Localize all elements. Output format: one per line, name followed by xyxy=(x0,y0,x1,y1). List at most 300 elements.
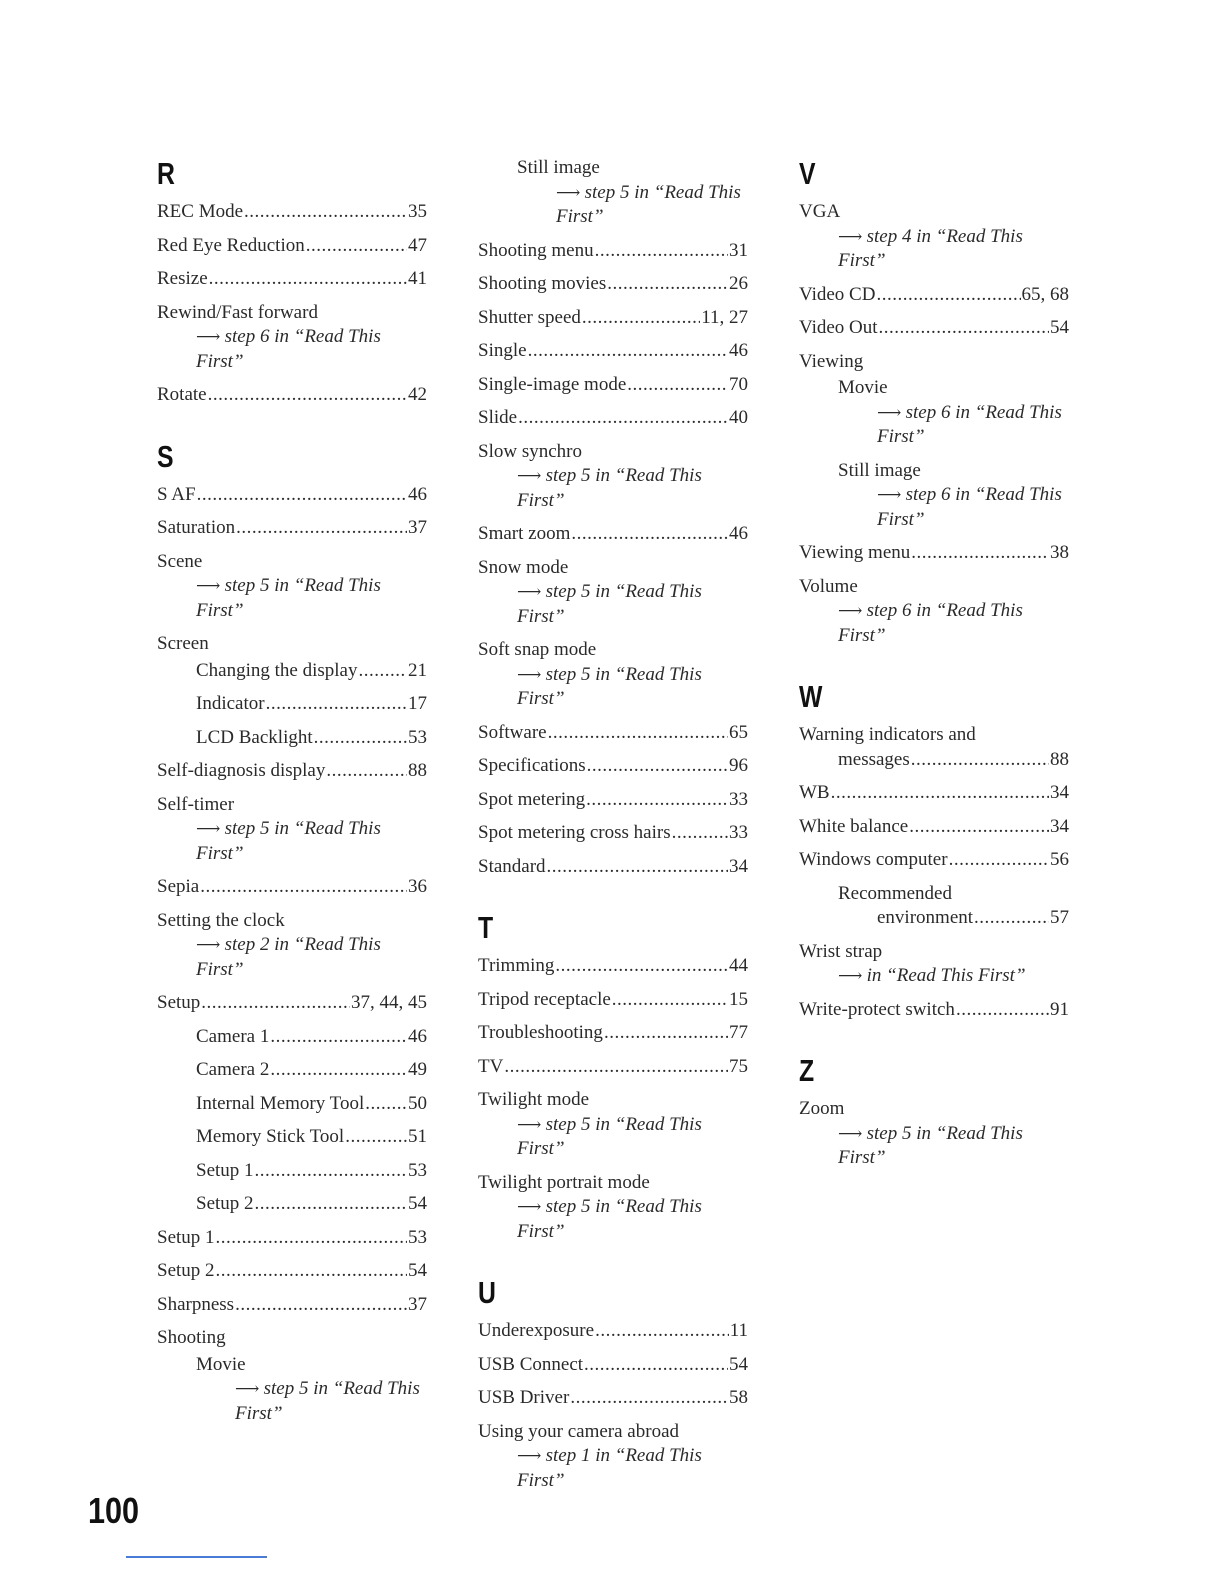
entry-label: Self-diagnosis display xyxy=(157,760,326,781)
section-letter: V xyxy=(799,156,816,191)
entry-label: Rewind/Fast forward xyxy=(157,301,318,323)
entry-label: Setup 2 xyxy=(196,1193,254,1214)
dot-leader xyxy=(345,1125,407,1150)
page-ref: 54 xyxy=(408,1193,427,1214)
page-ref: 50 xyxy=(408,1092,427,1114)
dot-leader xyxy=(607,272,728,297)
index-entry xyxy=(157,1092,427,1117)
ref-text: step 1 in “Read This xyxy=(545,1445,702,1466)
page-ref: 37 xyxy=(408,1293,427,1315)
dot-leader xyxy=(314,726,407,751)
entry-label: Standard xyxy=(478,855,546,877)
dot-leader xyxy=(555,954,728,979)
arrow-icon: ⟶ xyxy=(517,664,546,684)
entry-label: Windows computer xyxy=(799,849,948,870)
index-entry xyxy=(478,1171,748,1245)
arrow-icon: ⟶ xyxy=(838,601,867,620)
ref-text: step 5 in “Read This xyxy=(224,575,381,596)
page-ref: 54 xyxy=(1050,317,1069,338)
page-ref: 21 xyxy=(408,659,427,681)
entry-label: Resize xyxy=(157,268,208,289)
index-entry xyxy=(478,1055,748,1080)
entry-row xyxy=(799,998,1069,1023)
ref-text: step 5 in “Read This xyxy=(584,181,741,203)
index-entry xyxy=(799,1097,1069,1171)
dot-leader xyxy=(587,754,728,779)
ref-text: step 6 in “Read This xyxy=(905,401,1062,423)
page-ref: 11, 27 xyxy=(701,306,748,328)
dot-leader xyxy=(612,988,728,1013)
entry-label: Still image xyxy=(517,157,600,178)
entry-label: Camera 2 xyxy=(196,1059,270,1080)
index-entry xyxy=(478,855,748,880)
index-entry xyxy=(478,788,748,813)
entry-row xyxy=(799,541,1069,566)
entry-label: Screen xyxy=(157,633,209,654)
index-column-1 xyxy=(157,156,427,1435)
entry-row xyxy=(478,239,748,264)
entry-label: Recommended xyxy=(838,882,952,904)
entry-label: Tripod receptacle xyxy=(478,988,611,1010)
cross-reference xyxy=(799,225,1069,274)
entry-label: Shutter speed xyxy=(478,306,581,328)
dot-leader xyxy=(266,692,407,717)
entry-label: Camera 1 xyxy=(196,1025,270,1047)
index-entry xyxy=(799,541,1069,566)
entry-label: Internal Memory Tool xyxy=(196,1092,365,1114)
index-entry xyxy=(799,316,1069,341)
dot-leader xyxy=(504,1055,728,1080)
section-gap xyxy=(478,1253,748,1275)
entry-row xyxy=(478,788,748,813)
ref-text-cont: First” xyxy=(517,489,565,511)
page-ref: 37 xyxy=(408,517,427,538)
arrow-icon: ⟶ xyxy=(556,182,585,202)
index-entry xyxy=(157,1293,427,1318)
page-ref: 75 xyxy=(729,1055,748,1077)
index-entry xyxy=(157,1326,427,1351)
ref-text-cont: First” xyxy=(556,206,604,227)
arrow-icon: ⟶ xyxy=(196,327,225,346)
dot-leader xyxy=(582,306,700,331)
entry-label: Shooting movies xyxy=(478,273,607,294)
index-entry xyxy=(478,1353,748,1378)
index-entry xyxy=(157,632,427,657)
entry-row xyxy=(478,373,748,398)
page-ref: 15 xyxy=(729,988,748,1010)
dot-leader xyxy=(584,1353,728,1378)
footer-rule xyxy=(126,1556,267,1558)
dot-leader xyxy=(586,788,728,813)
ref-text-cont: First” xyxy=(877,426,925,447)
entry-row xyxy=(157,991,427,1016)
page-ref: 46 xyxy=(729,523,748,544)
index-entry xyxy=(478,638,748,712)
index-entry xyxy=(478,1021,748,1046)
cross-reference xyxy=(478,1195,748,1244)
index-entry xyxy=(478,1420,748,1494)
page-ref: 41 xyxy=(408,268,427,289)
section-letter: R xyxy=(157,156,175,191)
page-ref: 46 xyxy=(408,1025,427,1047)
entry-row xyxy=(478,1353,748,1378)
ref-text-cont: First” xyxy=(838,1147,886,1168)
ref-text-cont: First” xyxy=(517,1469,565,1491)
page-ref: 77 xyxy=(729,1022,748,1043)
entry-label: S AF xyxy=(157,483,196,505)
entry-row xyxy=(478,339,748,364)
entry-label: Shooting menu xyxy=(478,239,594,261)
page-ref: 46 xyxy=(408,483,427,505)
arrow-icon: ⟶ xyxy=(877,485,906,504)
cross-reference xyxy=(196,1377,427,1426)
entry-label: Troubleshooting xyxy=(478,1022,603,1043)
index-column-2 xyxy=(478,156,748,1502)
dot-leader xyxy=(306,234,407,259)
entry-label: Changing the display xyxy=(196,659,358,681)
dot-leader xyxy=(209,267,407,292)
ref-text-cont: First” xyxy=(838,624,886,646)
dot-leader xyxy=(595,1319,729,1344)
entry-row xyxy=(478,954,748,979)
ref-text: step 6 in “Read This xyxy=(866,600,1023,621)
cross-reference xyxy=(478,663,748,712)
entry-row xyxy=(478,855,748,880)
entry-label: Volume xyxy=(799,575,858,597)
entry-row xyxy=(157,483,427,508)
dot-leader xyxy=(548,721,728,746)
arrow-icon: ⟶ xyxy=(517,466,546,485)
page-ref: 34 xyxy=(1050,782,1069,803)
section-letter: S xyxy=(157,438,174,474)
entry-label-cont: environment xyxy=(877,907,974,928)
entry-label: Spot metering xyxy=(478,788,586,810)
index-entry xyxy=(478,373,748,398)
entry-row xyxy=(157,383,427,408)
entry-label: Software xyxy=(478,721,547,743)
index-entry xyxy=(478,239,748,264)
page-ref: 17 xyxy=(408,693,427,714)
dot-leader xyxy=(956,998,1049,1023)
index-entry xyxy=(157,200,427,225)
entry-row xyxy=(157,516,427,541)
entry-row xyxy=(478,1386,748,1411)
entry-row xyxy=(196,1125,427,1150)
section-gap xyxy=(157,417,427,439)
entry-label: Specifications xyxy=(478,755,586,776)
index-entry xyxy=(157,267,427,292)
dot-leader xyxy=(200,875,407,900)
index-entry xyxy=(799,940,1069,989)
index-entry xyxy=(478,272,748,297)
dot-leader xyxy=(879,316,1049,341)
entry-label: Spot metering cross hairs xyxy=(478,822,671,843)
entry-row xyxy=(196,1025,427,1050)
index-entry xyxy=(157,1353,427,1427)
page-ref: 96 xyxy=(729,755,748,776)
entry-label: Scene xyxy=(157,550,203,572)
index-entry xyxy=(478,754,748,779)
dot-leader xyxy=(216,1226,407,1251)
index-entry xyxy=(799,848,1069,873)
page-ref: 49 xyxy=(408,1059,427,1080)
ref-text-cont: First” xyxy=(196,350,244,372)
entry-row xyxy=(157,1226,427,1251)
entry-row xyxy=(799,316,1069,341)
dot-leader xyxy=(216,1259,407,1284)
entry-row xyxy=(157,1293,427,1318)
entry-label: Write-protect switch xyxy=(799,998,955,1020)
index-entry xyxy=(157,234,427,259)
entry-row xyxy=(196,659,427,684)
page-ref: 34 xyxy=(729,855,748,877)
index-entry xyxy=(478,156,748,230)
dot-leader xyxy=(201,991,350,1016)
entry-label: Setup 1 xyxy=(196,1159,254,1181)
page-number: 100 xyxy=(88,1490,140,1531)
page-ref: 38 xyxy=(1050,542,1069,563)
page-ref: 26 xyxy=(729,273,748,294)
entry-label: Sharpness xyxy=(157,1293,235,1315)
entry-row xyxy=(196,1192,427,1217)
section-gap xyxy=(478,888,748,910)
entry-row xyxy=(799,815,1069,840)
entry-label: Sepia xyxy=(157,876,200,897)
cross-reference xyxy=(478,1444,748,1493)
index-entry xyxy=(157,1058,427,1083)
arrow-icon: ⟶ xyxy=(235,1379,264,1398)
ref-text-cont: First” xyxy=(196,599,244,621)
page-ref: 88 xyxy=(408,760,427,781)
page-ref: 88 xyxy=(1050,748,1069,770)
entry-label: Slow synchro xyxy=(478,440,582,462)
index-entry xyxy=(478,306,748,331)
index-entry xyxy=(157,1159,427,1184)
entry-row xyxy=(799,848,1069,873)
entry-row xyxy=(196,1058,427,1083)
dot-leader xyxy=(627,373,728,398)
page-ref: 53 xyxy=(408,1226,427,1248)
entry-label: Single-image mode xyxy=(478,373,627,395)
section-gap xyxy=(799,657,1069,679)
cross-reference xyxy=(157,325,427,374)
page-ref: 42 xyxy=(408,384,427,405)
ref-text: step 5 in “Read This xyxy=(263,1378,420,1399)
arrow-icon: ⟶ xyxy=(517,1197,546,1216)
entry-label: Trimming xyxy=(478,955,555,976)
index-entry xyxy=(157,659,427,684)
arrow-icon: ⟶ xyxy=(517,1446,546,1465)
section-letter: W xyxy=(799,679,823,714)
entry-row xyxy=(478,754,748,779)
dot-leader xyxy=(358,659,407,684)
ref-text: step 5 in “Read This xyxy=(545,663,702,685)
dot-leader xyxy=(911,748,1049,773)
dot-leader xyxy=(547,855,728,880)
section-gap xyxy=(799,1031,1069,1053)
index-entry xyxy=(799,350,1069,375)
ref-text-cont: First” xyxy=(196,958,244,980)
entry-label: Video Out xyxy=(799,317,878,338)
dot-leader xyxy=(949,848,1049,873)
dot-leader xyxy=(571,522,728,547)
entry-label: Warning indicators and xyxy=(799,724,976,745)
page-ref: 53 xyxy=(408,726,427,748)
index-entry xyxy=(478,988,748,1013)
ref-text: in “Read This First” xyxy=(866,965,1026,986)
entry-label: Saturation xyxy=(157,517,236,538)
page-ref: 54 xyxy=(729,1353,748,1375)
index-entry xyxy=(799,200,1069,274)
page-ref: 70 xyxy=(729,373,748,395)
index-entry xyxy=(799,723,1069,772)
page-ref: 11 xyxy=(729,1320,748,1341)
dot-leader xyxy=(270,1025,407,1050)
entry-label: LCD Backlight xyxy=(196,726,313,748)
cross-reference xyxy=(838,483,1069,532)
entry-row xyxy=(157,200,427,225)
arrow-icon: ⟶ xyxy=(877,402,906,422)
arrow-icon: ⟶ xyxy=(196,819,225,838)
page-ref: 91 xyxy=(1050,998,1069,1020)
ref-text: step 5 in “Read This xyxy=(545,465,702,486)
index-entry xyxy=(478,406,748,431)
cross-reference xyxy=(478,464,748,513)
page-ref: 65, 68 xyxy=(1021,283,1069,305)
dot-leader xyxy=(326,759,407,784)
ref-text-cont: First” xyxy=(517,605,565,627)
index-entry xyxy=(478,821,748,846)
page-ref: 33 xyxy=(729,822,748,843)
index-entry xyxy=(157,1226,427,1251)
entry-label: Setup 1 xyxy=(157,1226,215,1248)
entry-label: Setup xyxy=(157,992,201,1013)
entry-row xyxy=(196,726,427,751)
cross-reference xyxy=(517,181,748,230)
entry-row xyxy=(799,781,1069,806)
entry-label: Self-timer xyxy=(157,793,235,815)
ref-text: step 6 in “Read This xyxy=(905,484,1062,505)
entry-row xyxy=(157,267,427,292)
dot-leader xyxy=(909,815,1049,840)
cross-reference xyxy=(799,964,1069,989)
dot-leader xyxy=(595,239,728,264)
index-entry xyxy=(799,459,1069,533)
cross-reference xyxy=(157,933,427,982)
index-entry xyxy=(478,556,748,630)
arrow-icon: ⟶ xyxy=(838,1123,867,1143)
entry-label-cont: messages xyxy=(838,748,910,770)
dot-leader xyxy=(570,1386,728,1411)
ref-text: step 5 in “Read This xyxy=(224,818,381,839)
cross-reference xyxy=(799,599,1069,648)
entry-row xyxy=(478,406,748,431)
cross-reference xyxy=(799,1122,1069,1171)
entry-row xyxy=(157,759,427,784)
entry-label: Still image xyxy=(838,459,921,481)
entry-label: Movie xyxy=(196,1353,246,1375)
entry-row xyxy=(196,1092,427,1117)
ref-text: step 5 in “Read This xyxy=(866,1122,1023,1144)
entry-label: Rotate xyxy=(157,384,207,405)
entry-row xyxy=(157,875,427,900)
dot-leader xyxy=(236,516,407,541)
page-ref: 40 xyxy=(729,407,748,428)
entry-row xyxy=(478,721,748,746)
index-entry xyxy=(157,909,427,983)
entry-label: Memory Stick Tool xyxy=(196,1126,345,1147)
entry-row xyxy=(157,1259,427,1284)
section-letter: T xyxy=(478,910,494,945)
entry-label: VGA xyxy=(799,201,841,222)
ref-text-cont: First” xyxy=(838,250,886,271)
page-ref: 46 xyxy=(729,340,748,361)
dot-leader xyxy=(604,1021,728,1046)
entry-label: Setting the clock xyxy=(157,909,285,931)
index-entry xyxy=(478,721,748,746)
cross-reference xyxy=(478,1113,748,1162)
arrow-icon: ⟶ xyxy=(838,966,867,985)
page-ref: 44 xyxy=(729,955,748,976)
entry-row xyxy=(196,1159,427,1184)
page-ref: 37, 44, 45 xyxy=(351,992,427,1013)
page-ref: 57 xyxy=(1050,907,1069,928)
index-entry xyxy=(157,516,427,541)
index-entry xyxy=(157,483,427,508)
entry-label: Slide xyxy=(478,407,518,428)
entry-label: Wrist strap xyxy=(799,940,883,962)
entry-label: Underexposure xyxy=(478,1320,595,1341)
index-entry xyxy=(799,815,1069,840)
page-ref: 36 xyxy=(408,876,427,897)
index-entry xyxy=(157,1025,427,1050)
index-column-3 xyxy=(799,156,1069,1180)
page-ref: 53 xyxy=(408,1159,427,1181)
index-entry xyxy=(799,575,1069,649)
entry-label: Twilight portrait mode xyxy=(478,1171,650,1193)
dot-leader xyxy=(235,1293,407,1318)
index-entry xyxy=(799,283,1069,308)
dot-leader xyxy=(911,541,1049,566)
index-entry xyxy=(478,440,748,514)
arrow-icon: ⟶ xyxy=(196,935,225,954)
ref-text: step 2 in “Read This xyxy=(224,934,381,955)
entry-label: Twilight mode xyxy=(478,1089,590,1110)
index-entry xyxy=(157,550,427,624)
index-entry xyxy=(157,692,427,717)
dot-leader xyxy=(876,283,1020,308)
entry-label: White balance xyxy=(799,815,909,837)
entry-row xyxy=(478,1319,748,1344)
entry-row xyxy=(478,306,748,331)
ref-text-cont: First” xyxy=(517,688,565,709)
index-entry xyxy=(157,1259,427,1284)
page-ref: 65 xyxy=(729,721,748,743)
index-entry xyxy=(157,1125,427,1150)
section-letter: Z xyxy=(799,1053,815,1088)
entry-label: Red Eye Reduction xyxy=(157,234,305,256)
dot-leader xyxy=(974,906,1049,931)
entry-label: Viewing xyxy=(799,350,864,372)
dot-leader xyxy=(528,339,728,364)
entry-label: Single xyxy=(478,340,527,361)
page-ref: 33 xyxy=(729,788,748,810)
ref-text-cont: First” xyxy=(235,1402,283,1424)
cross-reference xyxy=(157,817,427,866)
index-entry xyxy=(799,882,1069,931)
page-ref: 56 xyxy=(1050,849,1069,870)
entry-row xyxy=(478,821,748,846)
